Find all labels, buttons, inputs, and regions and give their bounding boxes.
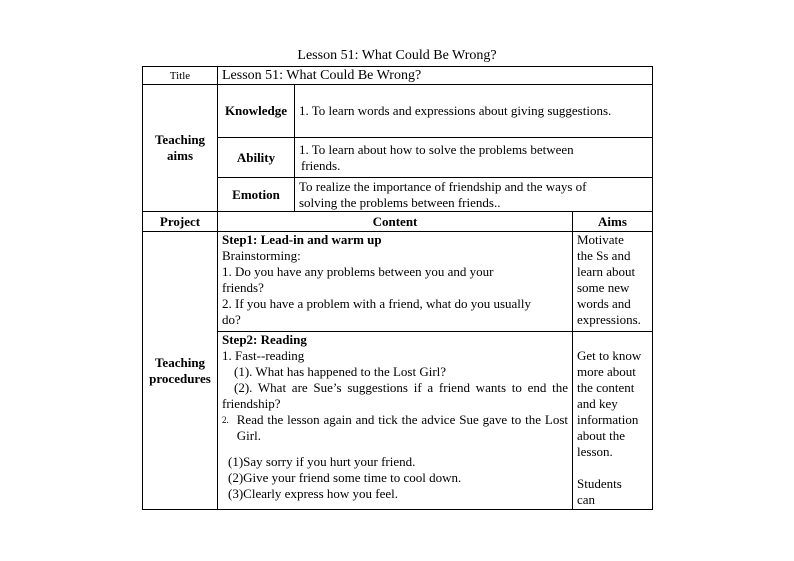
question-1: (1). What has happened to the Lost Girl? <box>234 364 447 379</box>
advice-item: (3)Clearly express how you feel. <box>228 486 399 501</box>
step2-row <box>143 332 653 510</box>
item-number: 2. <box>222 415 229 425</box>
step1-line: do? <box>222 312 241 327</box>
step1-row <box>143 232 653 332</box>
column-header-project: Project <box>143 212 218 232</box>
emotion-label: Emotion <box>218 178 295 212</box>
column-header-content: Content <box>218 212 573 232</box>
step1-content <box>218 232 573 332</box>
step2-aims: Get to know more about the content and key information about the lesson. Students can <box>573 332 653 510</box>
knowledge-text: 1. To learn words and expressions about giving suggestions. <box>295 85 653 138</box>
step1-title: Step1: Lead-in and warm up <box>222 232 382 247</box>
teaching-procedures-label: Teaching procedures <box>143 232 218 510</box>
advice-item: (1)Say sorry if you hurt your friend. <box>228 454 416 469</box>
emotion-text: To realize the importance of friendship and the ways of solving the problems between friends.. <box>295 178 653 212</box>
page-title: Lesson 51: What Could Be Wrong? <box>297 48 497 63</box>
read-again-item <box>222 412 568 444</box>
title-value: Lesson 51: What Could Be Wrong? <box>218 67 653 85</box>
step1-aims: Motivate the Ss and learn about some new words and expressions. <box>573 232 653 332</box>
ability-label: Ability <box>218 138 295 178</box>
column-header-aims: Aims <box>573 212 653 232</box>
step1-line: Brainstorming: <box>222 248 301 263</box>
title-label: Title <box>143 67 218 85</box>
step2-content <box>218 332 573 510</box>
step2-title: Step2: Reading <box>222 332 307 347</box>
step1-line: 1. Do you have any problems between you and your <box>222 264 494 279</box>
advice-item: (2)Give your friend some time to cool down. <box>228 470 462 485</box>
aims-ability-row <box>143 138 653 178</box>
question-2: (2). What are Sue’s suggestions if a friend wants to end the friendship? <box>222 380 568 411</box>
step1-line: friends? <box>222 280 264 295</box>
read-again-text: Read the lesson again and tick the advice Sue gave to the Lost Girl. <box>236 412 568 443</box>
teaching-aims-label: Teaching aims <box>143 85 218 212</box>
ability-text: 1. To learn about how to solve the problems between friends. <box>295 138 653 178</box>
aims-knowledge-row <box>143 85 653 138</box>
fast-reading: 1. Fast--reading <box>222 348 305 363</box>
aims-emotion-row <box>143 178 653 212</box>
step1-line: 2. If you have a problem with a friend, what do you usually <box>222 296 532 311</box>
lesson-plan-table <box>142 66 653 510</box>
knowledge-label: Knowledge <box>218 85 295 138</box>
column-header-row <box>143 212 653 232</box>
title-row <box>143 67 653 85</box>
